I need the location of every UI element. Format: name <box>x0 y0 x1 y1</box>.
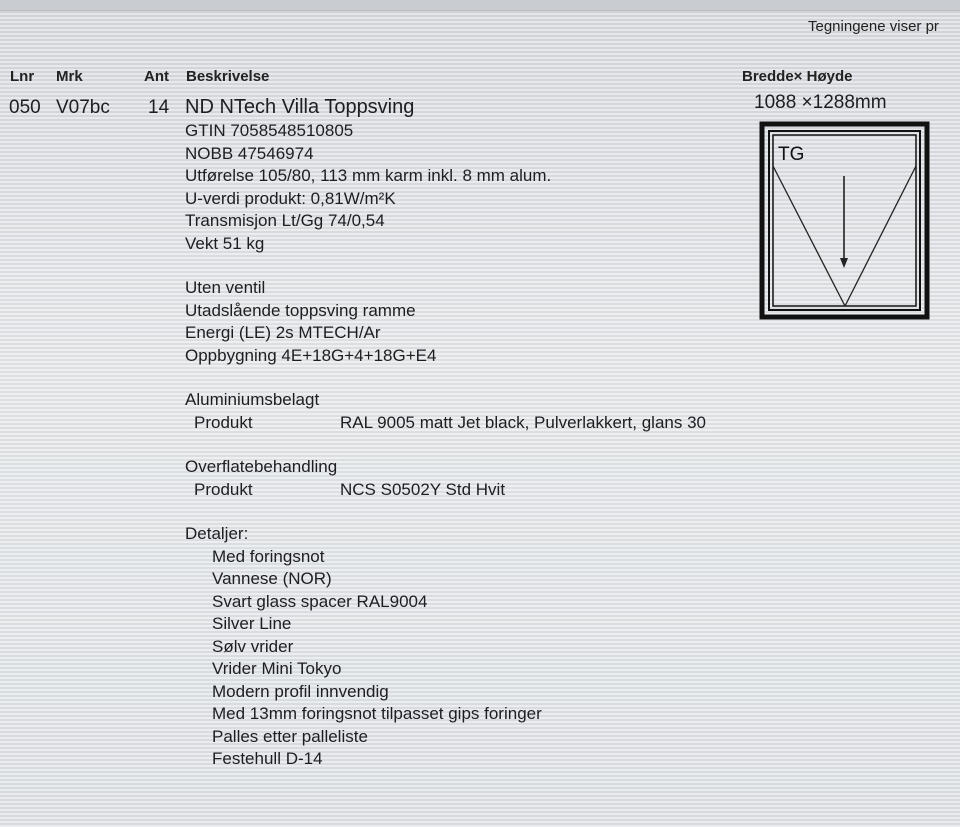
top-border <box>0 0 960 11</box>
option-line: Utadslående toppsving ramme <box>185 300 416 320</box>
description-block <box>185 94 745 771</box>
aluminium-heading: Aluminiumsbelagt <box>185 390 320 409</box>
detail-item: Festehull D-14 <box>212 749 323 768</box>
product-title: ND NTech Villa Toppsving <box>185 96 415 118</box>
option-line: Energi (LE) 2s MTECH/Ar <box>185 323 381 342</box>
surface-product-row <box>185 479 745 502</box>
detail-item: Med 13mm foringsnot tilpasset gips foringer <box>212 704 542 723</box>
detail-item: Vrider Mini Tokyo <box>212 659 342 678</box>
spec-line: Utførelse 105/80, 113 mm karm inkl. 8 mm alum. <box>185 166 552 185</box>
option-line: Uten ventil <box>185 278 266 297</box>
detail-item: Modern profil innvendig <box>212 681 389 701</box>
row-ant: 14 <box>148 97 170 118</box>
detail-item: Svart glass spacer RAL9004 <box>212 591 428 611</box>
spec-line: Transmisjon Lt/Gg 74/0,54 <box>185 211 385 230</box>
header-beskrivelse: Beskrivelse <box>186 68 270 85</box>
header-mrk: Mrk <box>56 68 83 85</box>
surface-heading: Overflatebehandling <box>185 457 338 476</box>
detail-item: Silver Line <box>212 614 292 633</box>
surface-product-value: NCS S0502Y Std Hvit <box>340 479 506 499</box>
spec-line: GTIN 7058548510805 <box>185 121 354 140</box>
header-ant: Ant <box>144 68 169 85</box>
direction-arrow-head <box>840 258 848 268</box>
window-drawing <box>759 120 933 322</box>
detail-item: Med foringsnot <box>212 546 325 566</box>
drawing-label: TG <box>778 144 805 165</box>
spec-line: NOBB 47546974 <box>185 143 314 163</box>
detail-item: Vannese (NOR) <box>212 569 332 588</box>
opening-line-right <box>845 166 916 306</box>
spec-line: U-verdi produkt: 0,81W/m²K <box>185 188 396 208</box>
header-dimensions: Bredde× Høyde <box>742 68 853 85</box>
opening-line-left <box>773 166 845 306</box>
detail-item: Sølv vrider <box>212 636 294 656</box>
spec-line: Vekt 51 kg <box>185 233 265 253</box>
surface-product-key: Produkt <box>194 479 253 499</box>
aluminium-product-row <box>185 412 745 435</box>
header-lnr: Lnr <box>10 68 35 85</box>
aluminium-product-key: Produkt <box>194 412 253 432</box>
row-mrk: V07bc <box>56 97 110 118</box>
drawing-note: Tegningene viser pr <box>808 18 939 35</box>
option-line: Oppbygning 4E+18G+4+18G+E4 <box>185 345 437 365</box>
row-dimensions: 1088 ×1288mm <box>754 92 887 113</box>
detail-item: Palles etter palleliste <box>212 726 368 746</box>
aluminium-product-value: RAL 9005 matt Jet black, Pulverlakkert, glans 30 <box>340 412 706 432</box>
row-lnr: 050 <box>9 97 41 118</box>
details-heading: Detaljer: <box>185 524 249 543</box>
